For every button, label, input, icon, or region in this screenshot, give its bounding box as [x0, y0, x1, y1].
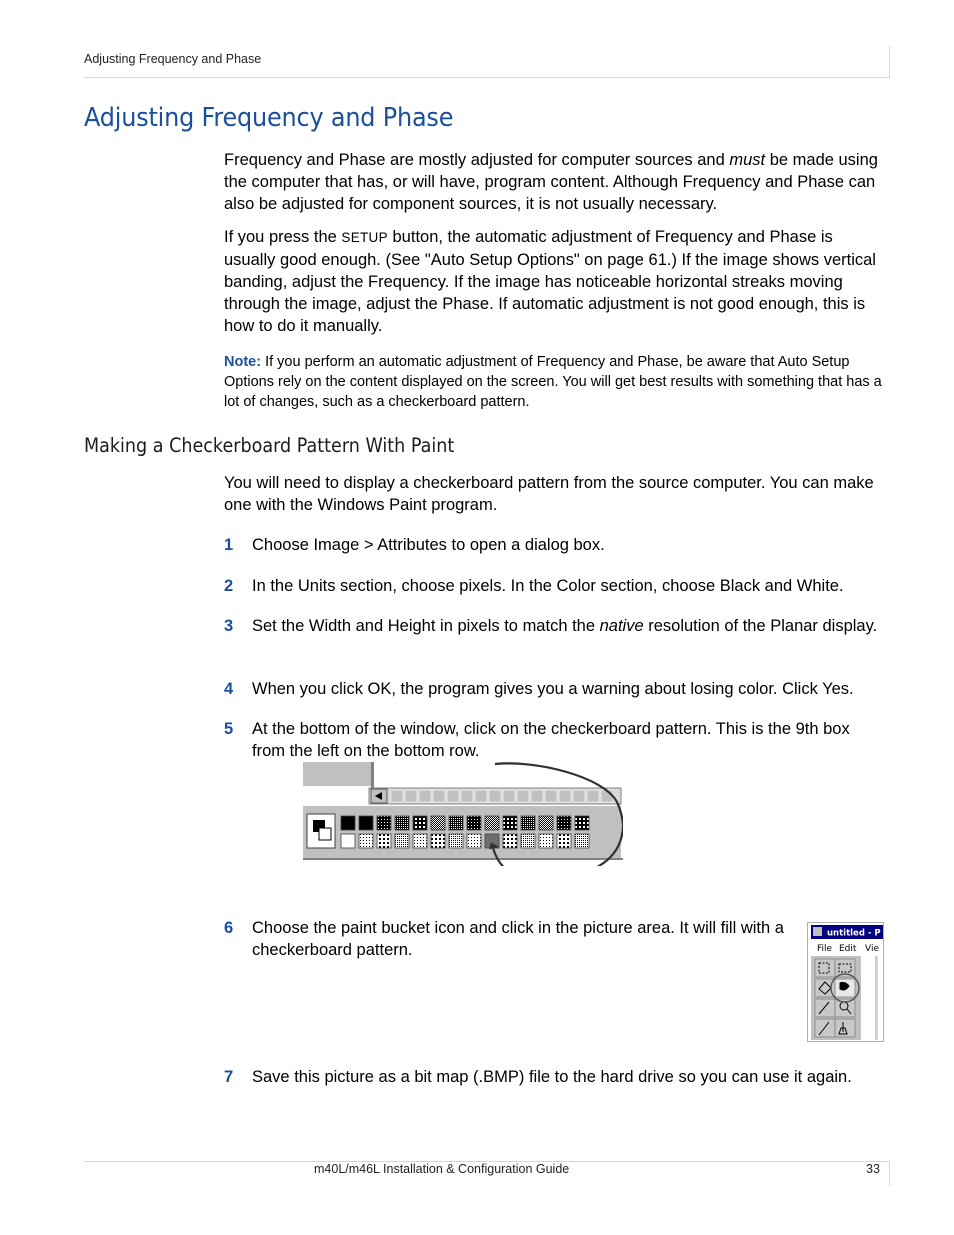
intro-paragraph-2 [224, 226, 884, 337]
step-number: 4 [224, 680, 234, 698]
section-heading: Making a Checkerboard Pattern With Paint [84, 434, 455, 457]
window-title: untitled - P [827, 928, 881, 939]
intro-p1-emphasis: must [729, 151, 766, 169]
step-text: Save this picture as a bit map (.BMP) file to the hard drive so you can use it again. [252, 1068, 852, 1086]
step-number: 2 [224, 577, 234, 595]
running-header: Adjusting Frequency and Phase [84, 52, 262, 66]
intro-p1-text-b: be made using the computer that has, or will have, program content. Although Frequency and Phase can also be adjusted for component sources, it is not usually necessary. [224, 151, 878, 213]
page-title: Adjusting Frequency and Phase [84, 103, 454, 133]
step-number: 1 [224, 536, 234, 554]
menu-view: Vie [865, 944, 879, 954]
step-text: Choose Image > Attributes to open a dialog box. [252, 536, 605, 554]
step-number: 3 [224, 617, 234, 635]
step-text: When you click OK, the program gives you a warning about losing color. Click Yes. [252, 680, 854, 698]
intro-p2-text-b: button, the automatic adjustment of Frequency and Phase is usually good enough. (See "Auto Setup Options" on page 61.) If the image shows vertical banding, adjust the Frequency. If the image has noticeable horizontal streaks moving through the image, adjust the Phase. If automatic adjustment is not good enough, this is how to do it manually. [224, 228, 876, 335]
setup-key-label: SETUP [341, 230, 388, 245]
header-rule [84, 77, 890, 78]
step-number: 7 [224, 1068, 234, 1086]
paint-toolbar-screenshot [807, 922, 884, 1042]
section-intro: You will need to display a checkerboard pattern from the source computer. You can make one with the Windows Paint program. [224, 474, 874, 514]
menu-file: File [817, 944, 833, 954]
step-number: 6 [224, 919, 234, 937]
note-text: If you perform an automatic adjustment of Frequency and Phase, be aware that Auto Setup Options rely on the content displayed on the screen. You will get best results with something that has a lot of changes, such as a checkerboard pattern. [224, 354, 882, 410]
step-text [252, 615, 886, 637]
step-3-emphasis: native [599, 617, 644, 635]
step-text: At the bottom of the window, click on the checkerboard pattern. This is the 9th box from the left on the bottom row. [252, 720, 850, 760]
note-block [224, 352, 884, 412]
intro-paragraph-1 [224, 149, 884, 215]
step-text: In the Units section, choose pixels. In the Color section, choose Black and White. [252, 577, 844, 595]
step-3-text-b: resolution of the Planar display. [643, 617, 878, 635]
step-3-text-a: Set the Width and Height in pixels to match the [252, 617, 600, 635]
header-rule-vertical [889, 47, 890, 78]
step-text: Choose the paint bucket icon and click in the picture area. It will fill with a checkerboard pattern. [252, 919, 784, 959]
footer-rule-vertical [889, 1161, 890, 1185]
note-label: Note: [224, 354, 262, 370]
color-picker-icon [815, 999, 835, 1017]
free-select-tool-icon [815, 959, 835, 977]
page-number: 33 [866, 1162, 880, 1176]
footer-guide-title: m40L/m46L Installation & Configuration Guide [314, 1162, 570, 1176]
menu-edit: Edit [839, 944, 857, 954]
intro-p2-text-a: If you press the [224, 228, 342, 246]
paint-palette-screenshot [303, 762, 623, 866]
step-number: 5 [224, 720, 234, 738]
intro-p1-text-a: Frequency and Phase are mostly adjusted for computer sources and [224, 151, 730, 169]
